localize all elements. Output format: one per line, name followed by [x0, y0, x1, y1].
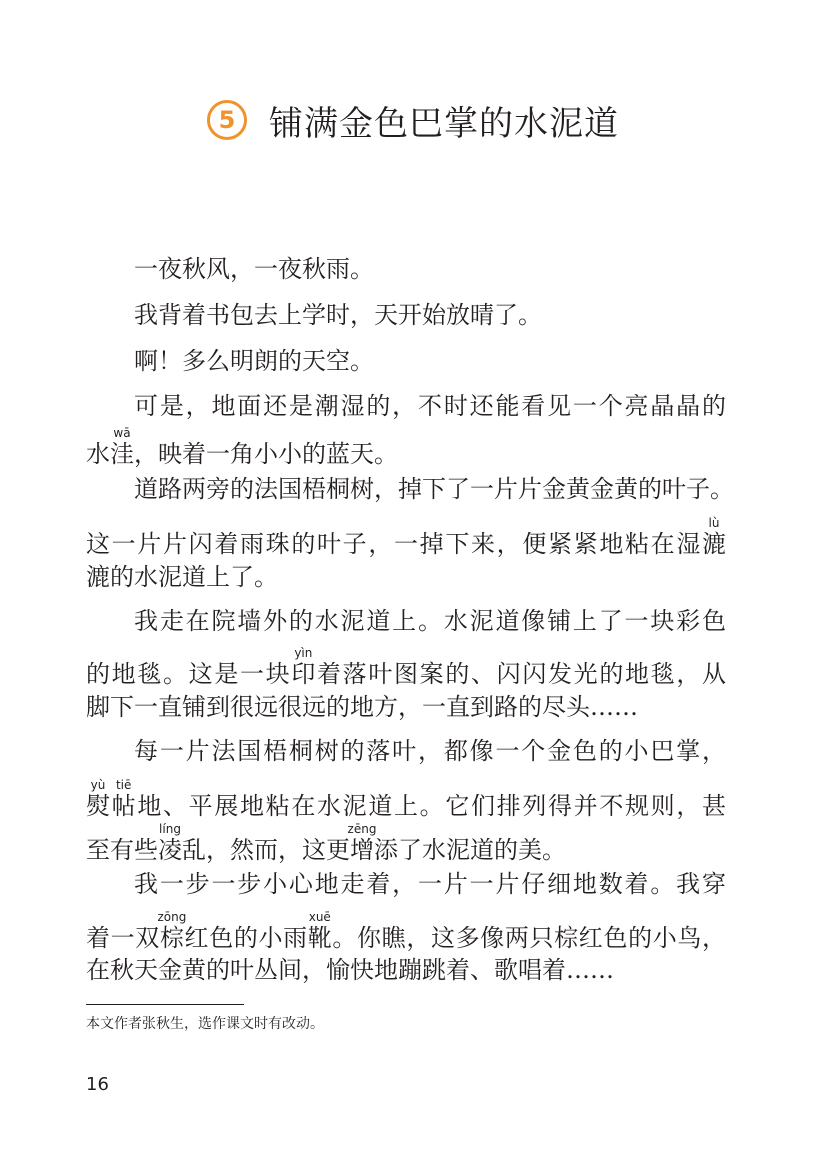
ruby-annotation [86, 778, 112, 820]
text-line-14 [86, 822, 726, 864]
text-segment: 地、平展地粘在水泥道上。它们排列得并不规则，甚 [137, 792, 727, 820]
ruby-base: 洼 [110, 440, 134, 468]
text-line-9: 我走在院墙外的水泥道上。水泥道像铺上了一块彩色 [134, 607, 726, 635]
text-segment: 乱，然而，这更 [182, 836, 350, 864]
text-line-13 [86, 778, 727, 820]
lesson-header [207, 96, 619, 144]
pinyin: yìn [291, 646, 316, 660]
ruby-base: 印 [291, 660, 318, 688]
pinyin: líng [158, 822, 182, 836]
ruby-annotation [702, 516, 726, 558]
pinyin: wā [110, 426, 134, 440]
ruby-annotation [347, 822, 377, 864]
pinyin: xuē [307, 910, 332, 924]
pinyin: zēng [347, 822, 377, 836]
pinyin: lù [702, 516, 726, 530]
text-segment: 的地毯。这是一块 [86, 660, 292, 688]
ruby-annotation [158, 822, 182, 864]
ruby-base: 熨 [86, 792, 112, 820]
text-line-16 [86, 910, 727, 952]
text-segment: 。你瞧，这多像两只棕红色的小鸟， [332, 924, 727, 952]
pinyin: tiē [111, 778, 136, 792]
ruby-base: 棕 [157, 924, 187, 952]
text-segment: 红色的小雨 [183, 924, 308, 952]
text-line-11: 脚下一直铺到很远很远的地方，一直到路的尽头…… [86, 693, 638, 721]
footnote: 本文作者张秋生，选作课文时有改动。 [86, 1016, 324, 1032]
pinyin: yù [86, 778, 110, 792]
pinyin: zōng [157, 910, 187, 924]
text-line-15: 我一步一步小心地走着，一片一片仔细地数着。我穿 [134, 870, 726, 898]
text-segment: 添了水泥道的美。 [374, 836, 566, 864]
text-line-4: 可是，地面还是潮湿的，不时还能看见一个亮晶晶的 [134, 392, 726, 420]
text-segment: ，映着一角小小的蓝天。 [134, 440, 398, 468]
text-line-2: 我背着书包去上学时，天开始放晴了。 [134, 301, 542, 329]
ruby-base: 凌 [158, 836, 182, 864]
text-segment: 着落叶图案的、闪闪发光的地毯，从 [317, 660, 727, 688]
text-line-7 [86, 516, 726, 558]
ruby-annotation [157, 910, 187, 952]
ruby-annotation [291, 646, 318, 688]
text-segment: 至有些 [86, 836, 158, 864]
ruby-annotation [111, 778, 138, 820]
footnote-divider [86, 1004, 244, 1005]
text-segment: 水 [86, 440, 110, 468]
text-line-10 [86, 646, 727, 688]
ruby-annotation [307, 910, 333, 952]
ruby-base: 帖 [111, 792, 138, 820]
text-segment: 着一双 [86, 924, 160, 952]
text-line-12: 每一片法国梧桐树的落叶，都像一个金色的小巴掌， [134, 737, 726, 765]
ruby-base: 靴 [307, 924, 333, 952]
text-line-17: 在秋天金黄的叶丛间，愉快地蹦跳着、歌唱着…… [86, 956, 614, 984]
text-line-6: 道路两旁的法国梧桐树，掉下了一片片金黄金黄的叶子。 [134, 475, 734, 503]
text-line-8: 漉的水泥道上了。 [86, 563, 278, 591]
lesson-number-badge: 5 [207, 100, 247, 140]
page-number: 16 [86, 1074, 109, 1095]
text-line-1: 一夜秋风，一夜秋雨。 [134, 255, 374, 283]
ruby-base: 漉 [702, 530, 726, 558]
text-line-5 [86, 426, 726, 468]
text-line-3: 啊！多么明朗的天空。 [134, 347, 374, 375]
text-segment: 这一片片闪着雨珠的叶子，一掉下来，便紧紧地粘在湿 [86, 530, 702, 558]
ruby-annotation [110, 426, 134, 468]
ruby-base: 增 [347, 836, 377, 864]
lesson-title: 铺满金色巴掌的水泥道 [269, 103, 619, 144]
